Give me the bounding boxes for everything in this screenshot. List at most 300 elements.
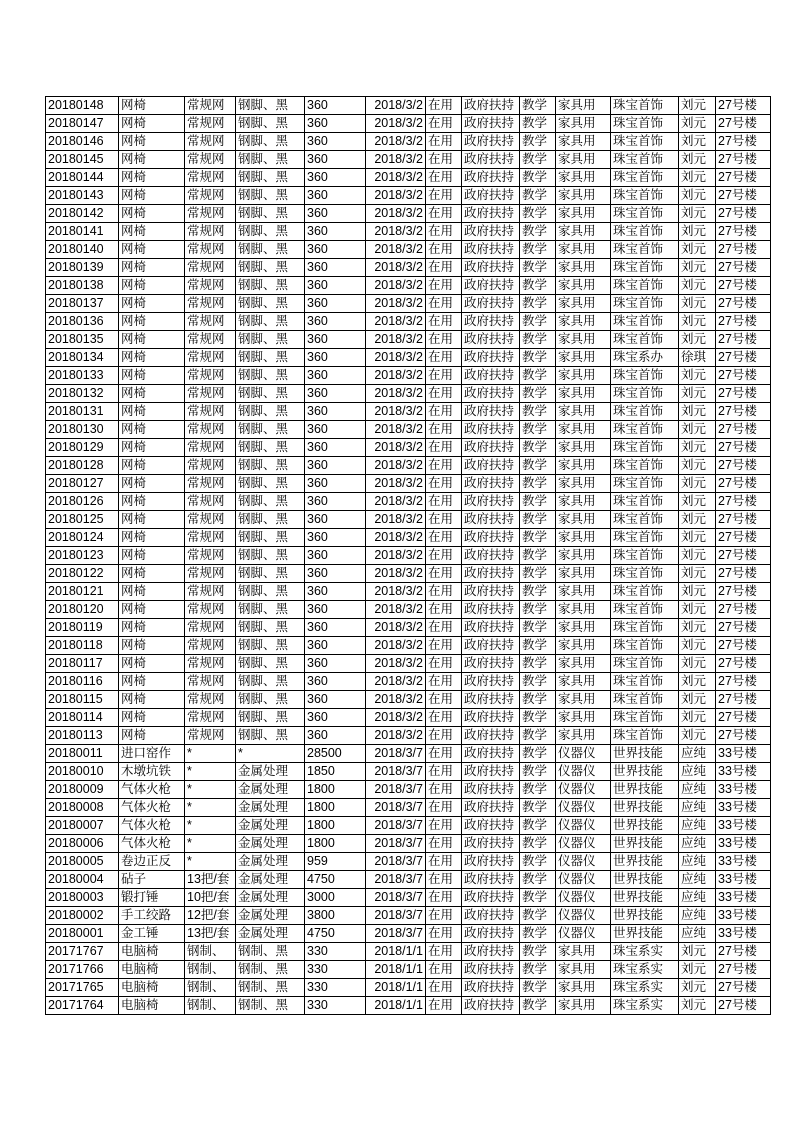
cell-purchase-date: 2018/3/2 xyxy=(366,205,426,223)
cell-model: 钢脚、黑 xyxy=(236,205,305,223)
cell-price: 360 xyxy=(305,187,366,205)
cell-location: 27号楼 xyxy=(716,457,771,475)
table-row xyxy=(46,835,771,853)
cell-model: 金属处理 xyxy=(236,907,305,925)
cell-spec: 常规网 xyxy=(185,529,236,547)
cell-usage: 教学 xyxy=(520,619,556,637)
table-row xyxy=(46,637,771,655)
cell-purchase-date: 2018/3/2 xyxy=(366,223,426,241)
cell-custodian: 应纯 xyxy=(679,907,716,925)
cell-usage: 教学 xyxy=(520,475,556,493)
cell-spec: 常规网 xyxy=(185,97,236,115)
table-row xyxy=(46,979,771,997)
cell-status: 在用 xyxy=(426,115,462,133)
cell-location: 27号楼 xyxy=(716,421,771,439)
cell-location: 27号楼 xyxy=(716,385,771,403)
cell-location: 27号楼 xyxy=(716,493,771,511)
cell-category: 家具用 xyxy=(556,493,611,511)
cell-purchase-date: 2018/3/2 xyxy=(366,313,426,331)
cell-price: 360 xyxy=(305,259,366,277)
cell-asset-name: 网椅 xyxy=(119,619,185,637)
cell-custodian: 应纯 xyxy=(679,763,716,781)
cell-status: 在用 xyxy=(426,511,462,529)
cell-location: 33号楼 xyxy=(716,853,771,871)
cell-category: 家具用 xyxy=(556,457,611,475)
cell-funding-source: 政府扶持 xyxy=(462,223,520,241)
cell-custodian: 刘元 xyxy=(679,439,716,457)
cell-model: 钢脚、黑 xyxy=(236,565,305,583)
cell-model: 金属处理 xyxy=(236,817,305,835)
cell-location: 33号楼 xyxy=(716,781,771,799)
cell-location: 33号楼 xyxy=(716,889,771,907)
cell-model: 钢脚、黑 xyxy=(236,421,305,439)
cell-category: 仪器仪 xyxy=(556,781,611,799)
cell-category: 家具用 xyxy=(556,259,611,277)
cell-asset-id: 20171765 xyxy=(46,979,119,997)
table-row xyxy=(46,583,771,601)
cell-location: 33号楼 xyxy=(716,925,771,943)
cell-custodian: 应纯 xyxy=(679,781,716,799)
cell-model: 钢脚、黑 xyxy=(236,313,305,331)
cell-model: 金属处理 xyxy=(236,763,305,781)
cell-purchase-date: 2018/3/2 xyxy=(366,349,426,367)
cell-asset-name: 金工锤 xyxy=(119,925,185,943)
cell-asset-id: 20180130 xyxy=(46,421,119,439)
cell-asset-id: 20180007 xyxy=(46,817,119,835)
cell-price: 360 xyxy=(305,727,366,745)
cell-model: 钢脚、黑 xyxy=(236,475,305,493)
cell-category: 家具用 xyxy=(556,403,611,421)
cell-custodian: 应纯 xyxy=(679,799,716,817)
cell-custodian: 刘元 xyxy=(679,223,716,241)
cell-price: 360 xyxy=(305,439,366,457)
cell-status: 在用 xyxy=(426,241,462,259)
cell-asset-id: 20180133 xyxy=(46,367,119,385)
cell-purchase-date: 2018/3/2 xyxy=(366,529,426,547)
cell-custodian: 刘元 xyxy=(679,475,716,493)
table-row xyxy=(46,853,771,871)
cell-custodian: 刘元 xyxy=(679,709,716,727)
cell-location: 33号楼 xyxy=(716,835,771,853)
cell-category: 家具用 xyxy=(556,115,611,133)
cell-department: 珠宝首饰 xyxy=(611,223,679,241)
cell-category: 仪器仪 xyxy=(556,817,611,835)
cell-asset-id: 20180117 xyxy=(46,655,119,673)
cell-department: 珠宝系实 xyxy=(611,961,679,979)
cell-department: 珠宝首饰 xyxy=(611,205,679,223)
cell-asset-id: 20180140 xyxy=(46,241,119,259)
cell-usage: 教学 xyxy=(520,259,556,277)
cell-department: 世界技能 xyxy=(611,799,679,817)
cell-category: 家具用 xyxy=(556,151,611,169)
cell-location: 27号楼 xyxy=(716,619,771,637)
cell-funding-source: 政府扶持 xyxy=(462,835,520,853)
cell-price: 360 xyxy=(305,673,366,691)
cell-custodian: 刘元 xyxy=(679,115,716,133)
cell-spec: 常规网 xyxy=(185,619,236,637)
cell-purchase-date: 2018/1/1 xyxy=(366,943,426,961)
cell-location: 27号楼 xyxy=(716,115,771,133)
cell-funding-source: 政府扶持 xyxy=(462,799,520,817)
cell-custodian: 刘元 xyxy=(679,205,716,223)
cell-asset-id: 20180134 xyxy=(46,349,119,367)
cell-asset-id: 20180008 xyxy=(46,799,119,817)
cell-custodian: 应纯 xyxy=(679,925,716,943)
cell-price: 360 xyxy=(305,241,366,259)
cell-usage: 教学 xyxy=(520,403,556,421)
cell-usage: 教学 xyxy=(520,205,556,223)
cell-price: 360 xyxy=(305,601,366,619)
cell-funding-source: 政府扶持 xyxy=(462,727,520,745)
table-row xyxy=(46,277,771,295)
cell-asset-id: 20180114 xyxy=(46,709,119,727)
table-row xyxy=(46,349,771,367)
cell-custodian: 刘元 xyxy=(679,565,716,583)
cell-purchase-date: 2018/3/2 xyxy=(366,547,426,565)
cell-status: 在用 xyxy=(426,169,462,187)
cell-custodian: 应纯 xyxy=(679,835,716,853)
cell-funding-source: 政府扶持 xyxy=(462,691,520,709)
cell-price: 360 xyxy=(305,223,366,241)
cell-spec: 13把/套 xyxy=(185,871,236,889)
cell-price: 360 xyxy=(305,565,366,583)
cell-funding-source: 政府扶持 xyxy=(462,943,520,961)
cell-asset-id: 20180003 xyxy=(46,889,119,907)
cell-model: 钢脚、黑 xyxy=(236,583,305,601)
cell-usage: 教学 xyxy=(520,313,556,331)
cell-custodian: 刘元 xyxy=(679,547,716,565)
cell-price: 360 xyxy=(305,385,366,403)
cell-status: 在用 xyxy=(426,493,462,511)
cell-asset-name: 网椅 xyxy=(119,421,185,439)
cell-location: 27号楼 xyxy=(716,223,771,241)
cell-purchase-date: 2018/3/2 xyxy=(366,691,426,709)
table-row xyxy=(46,961,771,979)
cell-spec: 常规网 xyxy=(185,151,236,169)
cell-usage: 教学 xyxy=(520,277,556,295)
cell-status: 在用 xyxy=(426,565,462,583)
cell-purchase-date: 2018/3/2 xyxy=(366,277,426,295)
cell-spec: 钢制、 xyxy=(185,961,236,979)
cell-category: 仪器仪 xyxy=(556,763,611,781)
cell-department: 世界技能 xyxy=(611,853,679,871)
cell-status: 在用 xyxy=(426,205,462,223)
cell-model: 金属处理 xyxy=(236,781,305,799)
cell-funding-source: 政府扶持 xyxy=(462,547,520,565)
cell-asset-name: 网椅 xyxy=(119,367,185,385)
cell-purchase-date: 2018/3/2 xyxy=(366,709,426,727)
cell-status: 在用 xyxy=(426,673,462,691)
cell-model: 钢脚、黑 xyxy=(236,133,305,151)
cell-funding-source: 政府扶持 xyxy=(462,565,520,583)
cell-asset-name: 网椅 xyxy=(119,277,185,295)
cell-location: 27号楼 xyxy=(716,565,771,583)
cell-category: 家具用 xyxy=(556,295,611,313)
table-row xyxy=(46,655,771,673)
cell-spec: 常规网 xyxy=(185,493,236,511)
cell-price: 360 xyxy=(305,367,366,385)
table-row xyxy=(46,619,771,637)
cell-asset-id: 20180126 xyxy=(46,493,119,511)
cell-location: 27号楼 xyxy=(716,673,771,691)
cell-usage: 教学 xyxy=(520,97,556,115)
cell-model: 钢脚、黑 xyxy=(236,367,305,385)
cell-location: 27号楼 xyxy=(716,259,771,277)
cell-usage: 教学 xyxy=(520,151,556,169)
cell-asset-name: 卷边正反 xyxy=(119,853,185,871)
cell-price: 360 xyxy=(305,151,366,169)
cell-usage: 教学 xyxy=(520,637,556,655)
cell-funding-source: 政府扶持 xyxy=(462,151,520,169)
cell-usage: 教学 xyxy=(520,457,556,475)
cell-purchase-date: 2018/1/1 xyxy=(366,979,426,997)
cell-category: 家具用 xyxy=(556,619,611,637)
cell-model: 钢制、黑 xyxy=(236,961,305,979)
cell-category: 家具用 xyxy=(556,187,611,205)
cell-purchase-date: 2018/3/2 xyxy=(366,295,426,313)
cell-spec: 常规网 xyxy=(185,349,236,367)
cell-department: 珠宝首饰 xyxy=(611,115,679,133)
cell-funding-source: 政府扶持 xyxy=(462,421,520,439)
cell-funding-source: 政府扶持 xyxy=(462,655,520,673)
cell-usage: 教学 xyxy=(520,223,556,241)
cell-asset-name: 网椅 xyxy=(119,385,185,403)
cell-purchase-date: 2018/3/7 xyxy=(366,799,426,817)
cell-custodian: 应纯 xyxy=(679,745,716,763)
cell-category: 家具用 xyxy=(556,223,611,241)
cell-category: 家具用 xyxy=(556,475,611,493)
cell-status: 在用 xyxy=(426,943,462,961)
cell-purchase-date: 2018/3/2 xyxy=(366,331,426,349)
cell-category: 家具用 xyxy=(556,547,611,565)
cell-status: 在用 xyxy=(426,547,462,565)
cell-custodian: 刘元 xyxy=(679,979,716,997)
cell-category: 家具用 xyxy=(556,313,611,331)
cell-spec: 常规网 xyxy=(185,565,236,583)
cell-funding-source: 政府扶持 xyxy=(462,907,520,925)
cell-category: 家具用 xyxy=(556,709,611,727)
cell-spec: 常规网 xyxy=(185,241,236,259)
table-row xyxy=(46,925,771,943)
cell-spec: 常规网 xyxy=(185,511,236,529)
cell-usage: 教学 xyxy=(520,133,556,151)
cell-department: 珠宝首饰 xyxy=(611,259,679,277)
cell-asset-id: 20180010 xyxy=(46,763,119,781)
cell-asset-id: 20180005 xyxy=(46,853,119,871)
cell-usage: 教学 xyxy=(520,727,556,745)
cell-price: 360 xyxy=(305,691,366,709)
cell-spec: 常规网 xyxy=(185,601,236,619)
cell-asset-name: 电脑椅 xyxy=(119,979,185,997)
cell-custodian: 刘元 xyxy=(679,943,716,961)
table-row xyxy=(46,511,771,529)
cell-status: 在用 xyxy=(426,763,462,781)
cell-category: 家具用 xyxy=(556,529,611,547)
cell-purchase-date: 2018/3/7 xyxy=(366,835,426,853)
cell-model: 钢脚、黑 xyxy=(236,601,305,619)
cell-price: 360 xyxy=(305,403,366,421)
cell-status: 在用 xyxy=(426,637,462,655)
cell-location: 27号楼 xyxy=(716,547,771,565)
cell-department: 珠宝首饰 xyxy=(611,277,679,295)
cell-asset-name: 电脑椅 xyxy=(119,997,185,1015)
cell-model: 钢脚、黑 xyxy=(236,385,305,403)
cell-custodian: 刘元 xyxy=(679,313,716,331)
cell-usage: 教学 xyxy=(520,169,556,187)
cell-spec: 钢制、 xyxy=(185,997,236,1015)
cell-funding-source: 政府扶持 xyxy=(462,439,520,457)
cell-status: 在用 xyxy=(426,367,462,385)
cell-funding-source: 政府扶持 xyxy=(462,997,520,1015)
cell-asset-name: 网椅 xyxy=(119,241,185,259)
cell-usage: 教学 xyxy=(520,187,556,205)
cell-asset-id: 20180120 xyxy=(46,601,119,619)
cell-location: 27号楼 xyxy=(716,133,771,151)
cell-asset-id: 20180128 xyxy=(46,457,119,475)
cell-model: 钢脚、黑 xyxy=(236,511,305,529)
cell-asset-name: 网椅 xyxy=(119,727,185,745)
cell-category: 家具用 xyxy=(556,655,611,673)
cell-asset-id: 20180001 xyxy=(46,925,119,943)
cell-custodian: 刘元 xyxy=(679,601,716,619)
cell-usage: 教学 xyxy=(520,745,556,763)
cell-department: 珠宝首饰 xyxy=(611,439,679,457)
cell-asset-id: 20180118 xyxy=(46,637,119,655)
cell-category: 家具用 xyxy=(556,331,611,349)
cell-location: 27号楼 xyxy=(716,205,771,223)
cell-category: 家具用 xyxy=(556,727,611,745)
cell-asset-name: 气体火枪 xyxy=(119,781,185,799)
cell-asset-name: 网椅 xyxy=(119,313,185,331)
cell-model: 钢脚、黑 xyxy=(236,241,305,259)
cell-location: 27号楼 xyxy=(716,187,771,205)
cell-location: 27号楼 xyxy=(716,331,771,349)
cell-status: 在用 xyxy=(426,979,462,997)
cell-purchase-date: 2018/3/2 xyxy=(366,493,426,511)
cell-status: 在用 xyxy=(426,871,462,889)
cell-status: 在用 xyxy=(426,835,462,853)
cell-department: 珠宝首饰 xyxy=(611,367,679,385)
cell-purchase-date: 2018/3/2 xyxy=(366,583,426,601)
cell-price: 1800 xyxy=(305,781,366,799)
cell-status: 在用 xyxy=(426,745,462,763)
cell-custodian: 刘元 xyxy=(679,961,716,979)
cell-asset-id: 20180009 xyxy=(46,781,119,799)
cell-model: 钢脚、黑 xyxy=(236,691,305,709)
cell-usage: 教学 xyxy=(520,925,556,943)
cell-spec: 常规网 xyxy=(185,313,236,331)
table-row xyxy=(46,817,771,835)
cell-asset-id: 20180146 xyxy=(46,133,119,151)
cell-spec: 常规网 xyxy=(185,583,236,601)
cell-department: 珠宝首饰 xyxy=(611,673,679,691)
cell-asset-name: 网椅 xyxy=(119,493,185,511)
cell-spec: 13把/套 xyxy=(185,925,236,943)
cell-department: 珠宝首饰 xyxy=(611,619,679,637)
cell-status: 在用 xyxy=(426,151,462,169)
cell-asset-id: 20180124 xyxy=(46,529,119,547)
cell-funding-source: 政府扶持 xyxy=(462,871,520,889)
cell-model: 钢脚、黑 xyxy=(236,115,305,133)
cell-asset-name: 网椅 xyxy=(119,511,185,529)
cell-model: 金属处理 xyxy=(236,889,305,907)
cell-department: 珠宝系办 xyxy=(611,349,679,367)
cell-asset-id: 20180145 xyxy=(46,151,119,169)
table-row xyxy=(46,871,771,889)
cell-location: 27号楼 xyxy=(716,691,771,709)
cell-category: 家具用 xyxy=(556,241,611,259)
cell-status: 在用 xyxy=(426,997,462,1015)
cell-asset-id: 20180142 xyxy=(46,205,119,223)
cell-usage: 教学 xyxy=(520,439,556,457)
cell-status: 在用 xyxy=(426,709,462,727)
cell-status: 在用 xyxy=(426,601,462,619)
cell-price: 360 xyxy=(305,637,366,655)
cell-custodian: 刘元 xyxy=(679,259,716,277)
cell-price: 360 xyxy=(305,133,366,151)
cell-custodian: 刘元 xyxy=(679,403,716,421)
cell-department: 珠宝首饰 xyxy=(611,493,679,511)
cell-price: 360 xyxy=(305,655,366,673)
cell-usage: 教学 xyxy=(520,709,556,727)
cell-purchase-date: 2018/3/2 xyxy=(366,475,426,493)
cell-purchase-date: 2018/3/2 xyxy=(366,457,426,475)
cell-price: 360 xyxy=(305,169,366,187)
cell-purchase-date: 2018/3/7 xyxy=(366,781,426,799)
cell-spec: 常规网 xyxy=(185,331,236,349)
cell-funding-source: 政府扶持 xyxy=(462,457,520,475)
cell-custodian: 应纯 xyxy=(679,871,716,889)
cell-location: 27号楼 xyxy=(716,403,771,421)
cell-price: 360 xyxy=(305,709,366,727)
cell-asset-name: 锻打锤 xyxy=(119,889,185,907)
cell-status: 在用 xyxy=(426,655,462,673)
cell-spec: * xyxy=(185,745,236,763)
cell-category: 仪器仪 xyxy=(556,745,611,763)
asset-table xyxy=(45,96,771,1015)
cell-location: 27号楼 xyxy=(716,439,771,457)
cell-spec: 常规网 xyxy=(185,439,236,457)
cell-funding-source: 政府扶持 xyxy=(462,205,520,223)
table-row xyxy=(46,331,771,349)
cell-model: 钢脚、黑 xyxy=(236,493,305,511)
cell-model: 金属处理 xyxy=(236,799,305,817)
cell-usage: 教学 xyxy=(520,493,556,511)
cell-category: 家具用 xyxy=(556,961,611,979)
cell-asset-name: 网椅 xyxy=(119,601,185,619)
cell-usage: 教学 xyxy=(520,673,556,691)
table-row xyxy=(46,367,771,385)
cell-price: 28500 xyxy=(305,745,366,763)
cell-asset-name: 网椅 xyxy=(119,547,185,565)
table-row xyxy=(46,745,771,763)
cell-asset-name: 网椅 xyxy=(119,187,185,205)
cell-asset-name: 网椅 xyxy=(119,565,185,583)
table-row xyxy=(46,403,771,421)
cell-price: 330 xyxy=(305,961,366,979)
cell-price: 360 xyxy=(305,475,366,493)
cell-purchase-date: 2018/3/2 xyxy=(366,385,426,403)
table-row xyxy=(46,421,771,439)
cell-price: 360 xyxy=(305,421,366,439)
cell-custodian: 刘元 xyxy=(679,331,716,349)
cell-asset-name: 网椅 xyxy=(119,133,185,151)
cell-funding-source: 政府扶持 xyxy=(462,313,520,331)
cell-spec: 常规网 xyxy=(185,385,236,403)
cell-usage: 教学 xyxy=(520,295,556,313)
cell-asset-name: 网椅 xyxy=(119,205,185,223)
table-row xyxy=(46,763,771,781)
